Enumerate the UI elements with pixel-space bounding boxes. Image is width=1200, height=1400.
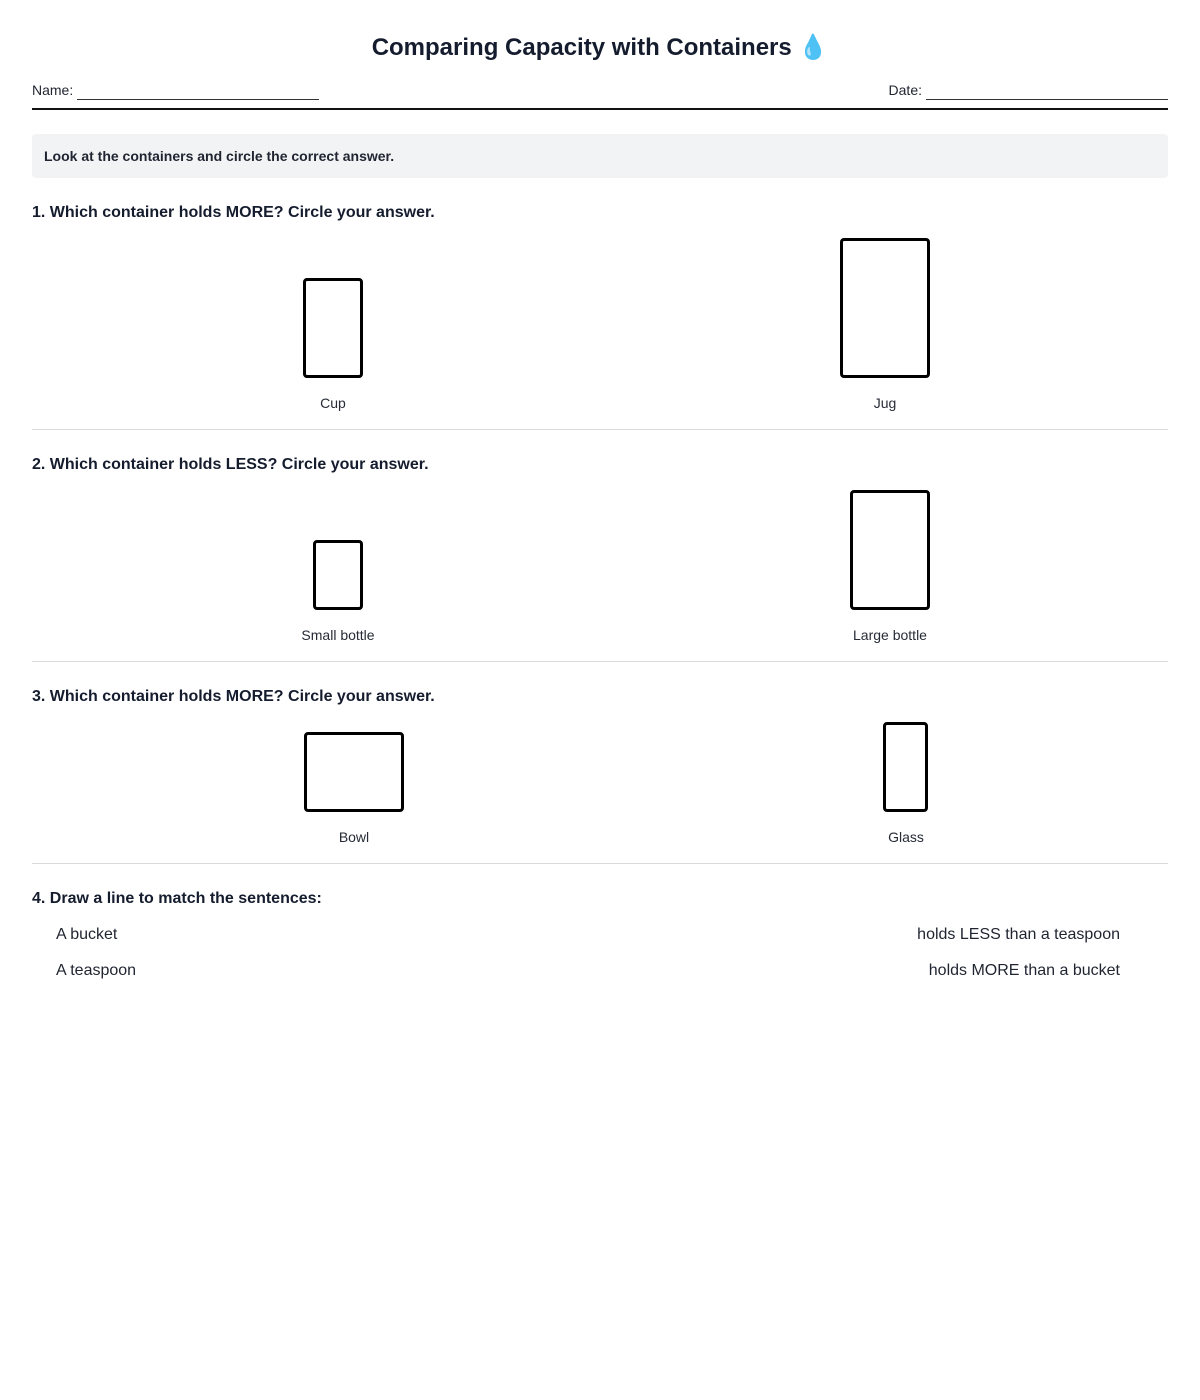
instructions-box: Look at the containers and circle the correct answer.: [32, 134, 1168, 178]
match-right-item[interactable]: holds LESS than a teaspoon: [917, 926, 1120, 943]
container-label-bowl: Bowl: [338, 829, 370, 845]
section-divider: [32, 661, 1168, 662]
match-left-item[interactable]: A bucket: [56, 926, 118, 943]
container-large-bottle[interactable]: [850, 490, 930, 610]
date-field[interactable]: [889, 80, 1168, 100]
name-date-header: [32, 80, 1168, 110]
container-label-jug: Jug: [873, 395, 897, 411]
container-jug[interactable]: [840, 238, 930, 378]
title-text: Comparing Capacity with Containers: [371, 34, 792, 61]
container-bowl[interactable]: [304, 732, 404, 812]
section-divider: [32, 429, 1168, 430]
question-4-title: 4. Draw a line to match the sentences:: [32, 890, 322, 907]
name-field[interactable]: [32, 80, 319, 100]
container-label-glass: Glass: [888, 829, 924, 845]
name-blank-line[interactable]: [77, 84, 319, 100]
question-2-title: 2. Which container holds LESS? Circle your answer.: [32, 456, 429, 473]
container-label-large-bottle: Large bottle: [853, 627, 927, 643]
container-glass[interactable]: [883, 722, 928, 812]
container-cup[interactable]: [303, 278, 363, 378]
question-3-title: 3. Which container holds MORE? Circle your answer.: [32, 688, 435, 705]
section-divider: [32, 863, 1168, 864]
date-blank-line[interactable]: [926, 84, 1168, 100]
match-right-item[interactable]: holds MORE than a bucket: [928, 962, 1120, 979]
container-label-cup: Cup: [320, 395, 346, 411]
page-title: [32, 32, 1168, 64]
match-left-item[interactable]: A teaspoon: [56, 962, 137, 979]
water-drop-icon: 💧: [798, 34, 829, 61]
date-label: Date:: [888, 82, 922, 98]
container-label-small-bottle: Small bottle: [301, 627, 375, 643]
name-label: Name:: [32, 82, 74, 98]
question-1-title: 1. Which container holds MORE? Circle your answer.: [32, 204, 435, 221]
container-small-bottle[interactable]: [313, 540, 363, 610]
